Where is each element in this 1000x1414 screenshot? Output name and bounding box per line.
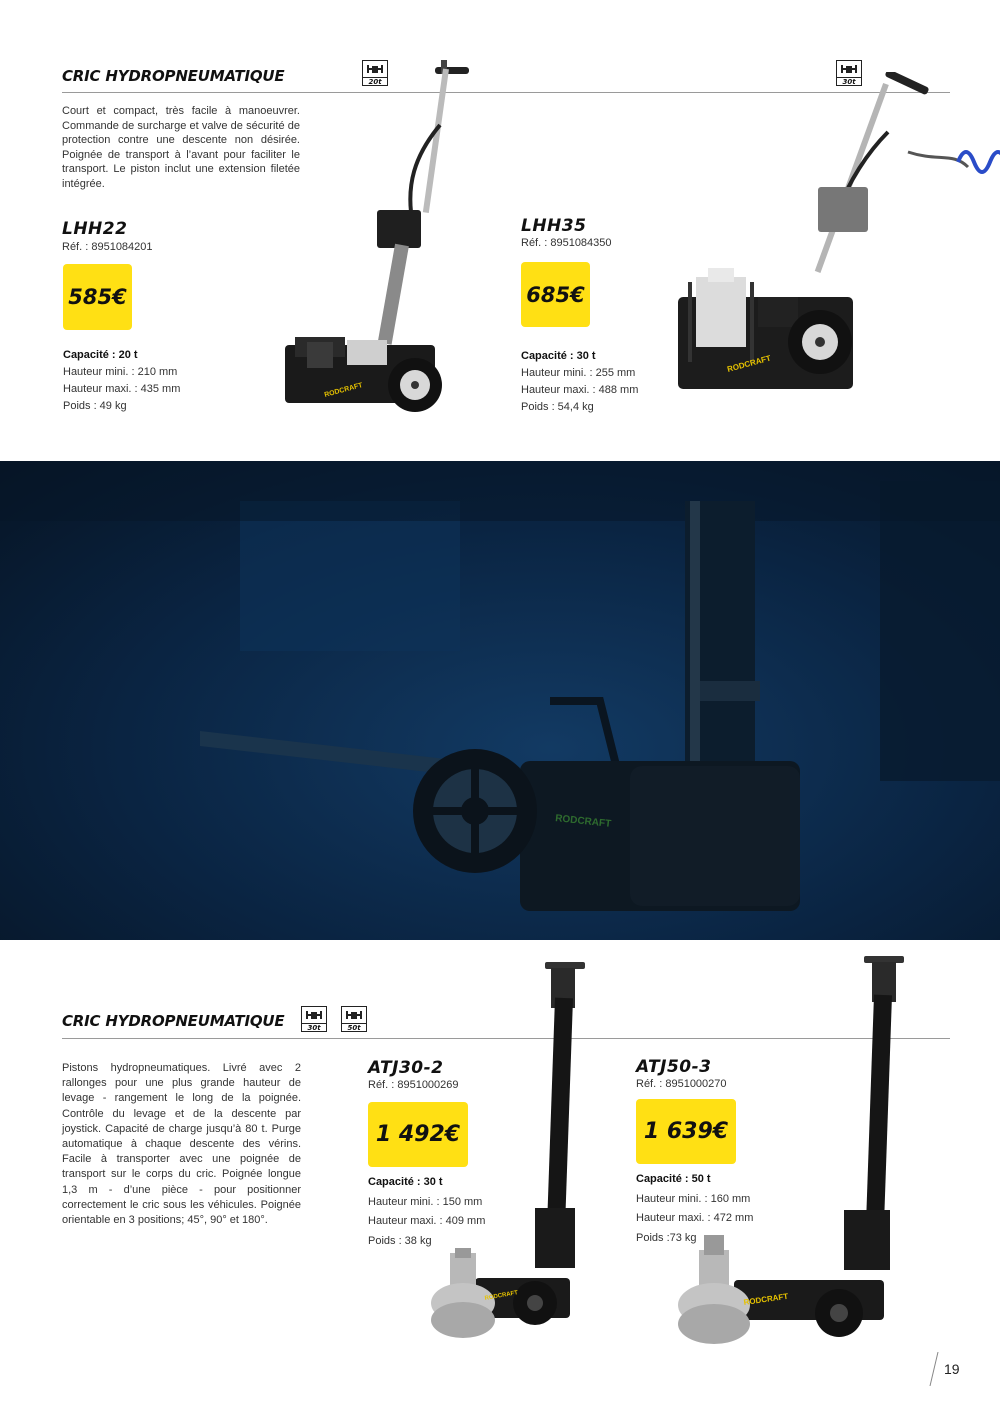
spec-max-height: Hauteur maxi. : 435 mm [63, 383, 181, 395]
jack-brand-label: RODCRAFT [323, 382, 364, 399]
jack-brand-label: RODCRAFT [484, 1290, 519, 1302]
price-value: 1 639€ [643, 1119, 729, 1144]
spec-min-height: Hauteur mini. : 150 mm [368, 1195, 483, 1208]
price-value: 585€ [68, 285, 127, 309]
capacity-badge-label: 20t [363, 77, 387, 86]
capacity-badge-label: 50t [342, 1023, 366, 1032]
banner-brand-label: RODCRAFT [554, 813, 612, 830]
product-description: Court et compact, très facile à manoeuvrer. Commande de surcharge et valve de sécurité de protection contre une descente non désirée. Poignée de transport à l’avant pour faciliter le transport. Le piston inclut une extension filetée intégrée. [62, 105, 300, 190]
section-title: CRIC HYDROPNEUMATIQUE [62, 67, 285, 85]
lhh22-jack-image [265, 55, 475, 420]
spec-capacity: Capacité : 50 t [636, 1173, 711, 1185]
product-model: ATJ30-2 [368, 1058, 444, 1078]
jack-brand-label: RODCRAFT [726, 353, 772, 374]
spec-weight: Poids : 49 kg [63, 400, 127, 412]
spec-max-height: Hauteur maxi. : 488 mm [521, 384, 639, 396]
spec-min-height: Hauteur mini. : 160 mm [636, 1192, 751, 1205]
price-value: 685€ [526, 282, 585, 307]
spec-weight: Poids : 38 kg [368, 1234, 432, 1247]
spec-min-height: Hauteur mini. : 210 mm [63, 366, 178, 378]
product-ref: Réf. : 8951000270 [636, 1078, 727, 1090]
price-tag [521, 262, 590, 327]
spec-capacity: Capacité : 20 t [63, 349, 138, 361]
jack-capacity-icon [306, 1010, 322, 1022]
price-tag [63, 264, 132, 330]
spec-max-height: Hauteur maxi. : 472 mm [636, 1212, 754, 1224]
spec-max-height: Hauteur maxi. : 409 mm [368, 1215, 486, 1227]
spec-capacity: Capacité : 30 t [521, 350, 596, 362]
product-ref: Réf. : 8951000269 [368, 1079, 459, 1091]
spec-capacity: Capacité : 30 t [368, 1176, 443, 1188]
spec-weight: Poids :73 kg [636, 1231, 697, 1244]
price-value: 1 492€ [375, 1122, 461, 1147]
capacity-badge-label: 30t [837, 77, 861, 86]
product-model: LHH35 [521, 216, 587, 236]
atj50-jack-image [674, 950, 914, 1360]
product-ref: Réf. : 8951084201 [62, 241, 153, 253]
spec-min-height: Hauteur mini. : 255 mm [521, 367, 636, 379]
product-specs [521, 348, 638, 416]
hero-photo-banner [0, 461, 1000, 940]
atj30-jack-image [425, 958, 595, 1358]
lhh35-jack-image [668, 72, 1000, 412]
product-specs [63, 347, 180, 415]
product-model: LHH22 [62, 219, 128, 239]
jack-capacity-icon [346, 1010, 362, 1022]
page-number: 19 [944, 1361, 960, 1377]
page-number-slash [928, 1352, 940, 1386]
jack-in-workshop-photo [0, 461, 1000, 940]
capacity-badge-30t [301, 1006, 327, 1032]
product-description: Pistons hydropneumatiques. Livré avec 2 rallonges pour une plus grande hauteur de levage - rangement le long de la poignée. Contrôle du levage et de la descente par joystick. Capacité de charge jusqu’à 80 t. Purge automatique à chaque descente des vérins. Facile à transporter avec une poignée de transport sur le corps du cric. Poignée longue 1,3 m - d’une pièce - pour positionner correctement le cric sous les véhicules. Poignée orientable en 3 positions; 45°, 90° et 180°. [62, 1062, 301, 1227]
product-model: ATJ50-3 [636, 1057, 712, 1077]
jack-brand-label: RODCRAFT [743, 1291, 789, 1307]
section-title: CRIC HYDROPNEUMATIQUE [62, 1012, 285, 1030]
spec-weight: Poids : 54,4 kg [521, 401, 594, 413]
product-ref: Réf. : 8951084350 [521, 237, 612, 249]
capacity-badge-50t [341, 1006, 367, 1032]
capacity-badge-label: 30t [302, 1023, 326, 1032]
